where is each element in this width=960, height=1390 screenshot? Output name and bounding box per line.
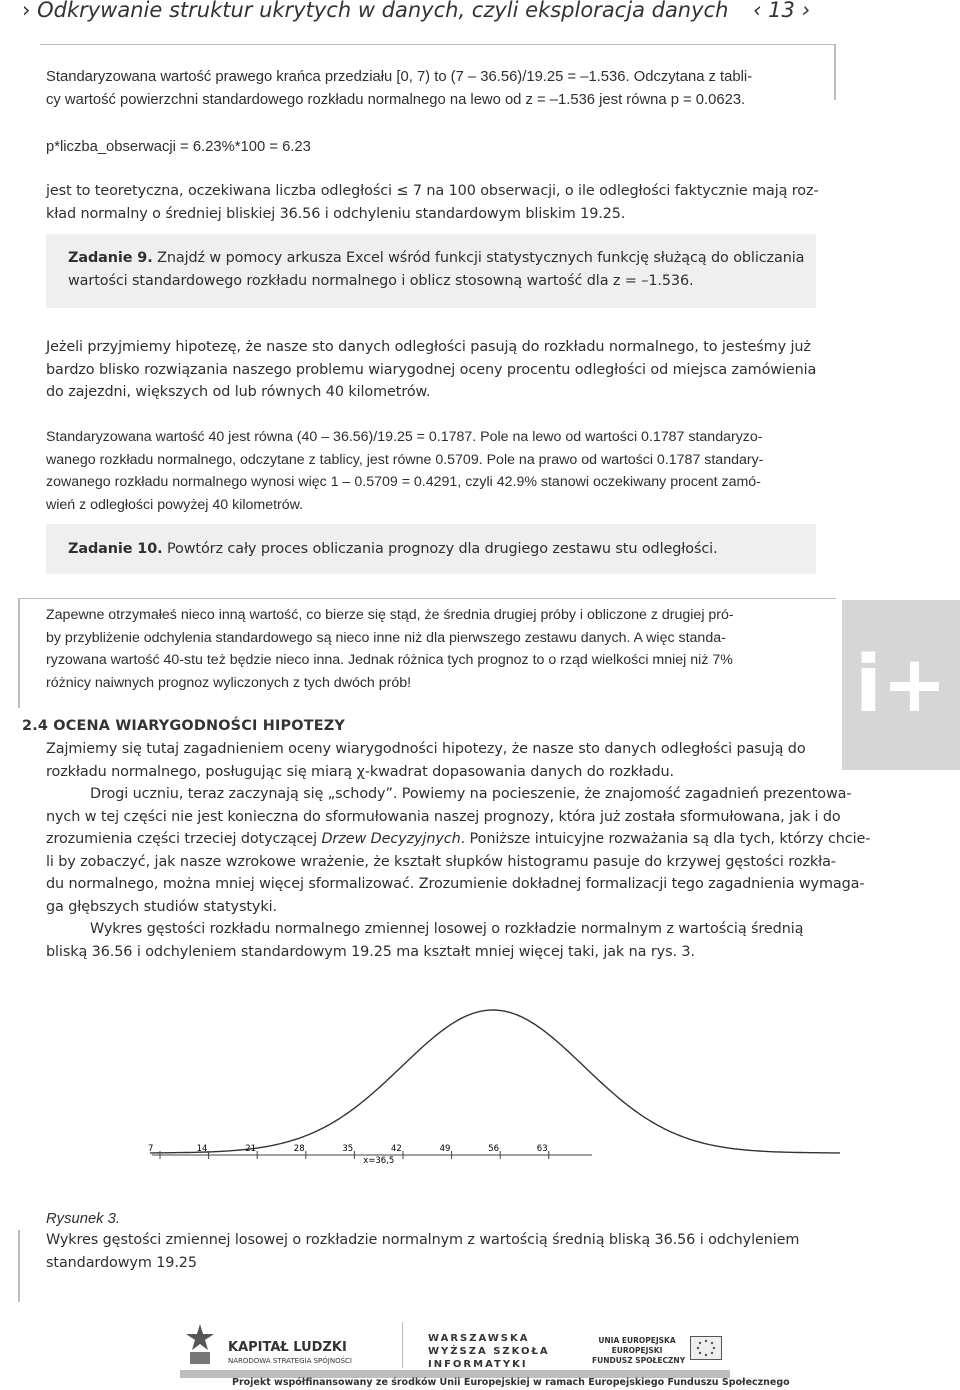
top-rule — [40, 44, 836, 45]
text-line: nych w tej części nie jest konieczna do sformułowania naszej prognozy, która już została sformułowana, jak i do — [46, 808, 841, 825]
text-fragment: . Poniższe intuicyjne rozważania są dla tych, którzy chcie- — [460, 831, 871, 847]
extension-badge: i+ — [842, 600, 960, 770]
logo-line: FUNDUSZ SPOŁECZNY — [592, 1356, 686, 1365]
density-curve — [150, 1010, 840, 1153]
x-tick-label: 42 — [391, 1144, 402, 1154]
x-tick-label: 14 — [196, 1144, 208, 1154]
section-paragraph-3 — [46, 918, 836, 963]
text-line: Wykres gęstości rozkładu normalnego zmiennej losowej o rozkładzie normalnym z wartością średnią — [90, 921, 804, 937]
text-line: bliską 36.56 i odchyleniem standardowym 19.25 ma kształt mniej więcej taki, jak na rys. 3. — [46, 943, 695, 960]
task-9-box — [46, 234, 816, 308]
figure-caption — [46, 1229, 836, 1274]
text-line: do zajezdni, większych od lub równych 40 kilometrów. — [46, 384, 431, 400]
x-tick-label: 7 — [148, 1144, 154, 1154]
text-line: cy wartość powierzchni standardowego rozkładu normalnego na lewo od z = –1.536 jest równa p = 0.0623. — [46, 91, 746, 108]
emphasis-decision-trees: Drzew Decyzyjnych — [321, 831, 461, 847]
mid-rule — [18, 598, 836, 599]
text-line: kład normalny o średniej bliskiej 36.56 i odchyleniu standardowym bliskim 19.25. — [46, 205, 626, 222]
text-line: wień z odległości powyżej 40 kilometrów. — [46, 496, 304, 513]
text-line: wanego rozkładu normalnego, odczytane z tablicy, jest równe 0.5709. Pole na prawo od wartości 0.1787 standary- — [46, 451, 764, 468]
figure-label: Rysunek 3. — [46, 1211, 121, 1227]
x-tick-label: 21 — [245, 1144, 257, 1154]
task-10-text: Powtórz cały proces obliczania prognozy dla drugiego zestawu stu odległości. — [166, 541, 718, 557]
text-line: jest to teoretyczna, oczekiwana liczba odległości ≤ 7 na 100 obserwacji, o ile odległości faktycznie mają roz- — [46, 183, 819, 199]
text-line: bardzo blisko rozwiązania naszego problemu wiarygodnej oceny procentu odległości od miejsca zamówienia — [46, 361, 817, 378]
logo-line: UNIA EUROPEJSKA — [598, 1336, 676, 1345]
logo-line: WARSZAWSKA — [428, 1333, 530, 1344]
paragraph-forty-km — [46, 426, 836, 516]
paragraph-second-sample — [46, 604, 836, 694]
logo-line: EUROPEJSKI — [611, 1346, 663, 1355]
eu-flag-icon — [690, 1336, 722, 1360]
x-tick-label: 56 — [488, 1144, 500, 1154]
formula-line: p*liczba_obserwacji = 6.23%*100 = 6.23 — [46, 139, 311, 155]
text-line: li by zobaczyć, jak nasze wzrokowe wrażenie, że kształt słupków histogramu pasuje do krzywej gęstości rozkła- — [46, 853, 836, 870]
text-line: Drogi uczniu, teraz zaczynają się „schody”. Powiemy na pocieszenie, że znajomość zagadnień prezentowa- — [90, 786, 852, 802]
left-rule-mid — [18, 598, 20, 708]
mean-label: x=36,5 — [363, 1156, 395, 1166]
page-number: ‹ 13 › — [753, 0, 810, 22]
left-rule-bottom — [18, 1230, 20, 1302]
footer-divider — [402, 1322, 403, 1368]
task-10-box — [46, 524, 816, 574]
normal-density-chart — [20, 990, 920, 1190]
logo-title: KAPITAŁ LUDZKI — [228, 1340, 347, 1355]
text-line: Standaryzowana wartość prawego krańca przedziału [0, 7) to (7 – 36.56)/19.25 = –1.536. Odczytana z tabli- — [46, 69, 753, 85]
text-line: Jeżeli przyjmiemy hipotezę, że nasze sto danych odległości pasują do rozkładu normalnego, to jesteśmy już — [46, 339, 811, 355]
logo-line: INFORMATYKI — [428, 1359, 528, 1370]
paragraph-standardized-value — [46, 66, 836, 111]
logo-kapital-ludzki — [228, 1340, 352, 1365]
task-9-line-1 — [68, 247, 813, 270]
running-title: Odkrywanie struktur ukrytych w danych, czyli eksploracja danych — [37, 0, 729, 22]
kapital-ludzki-icon — [184, 1322, 216, 1366]
text-line: ga głębszych studiów statystyki. — [46, 898, 277, 915]
text-line: Zajmiemy się tutaj zagadnieniem oceny wiarygodności hipotezy, że nasze sto danych odległości pasują do — [46, 741, 806, 757]
paragraph-hypothesis — [46, 336, 836, 404]
footer-caption: Projekt współfinansowany ze środków Unii Europejskiej w ramach Europejskiego Funduszu Społecznego — [232, 1377, 790, 1388]
x-tick-label: 49 — [439, 1144, 451, 1154]
text-line: zowanego rozkładu normalnego wynosi więc 1 – 0.5709 = 0.4291, czyli 42.9% stanowi oczekiwany procent zamó- — [46, 474, 761, 490]
task-9-label: Zadanie 9. — [68, 250, 153, 266]
eu-stars-emblem — [184, 1322, 216, 1366]
logo-wwsi — [428, 1332, 550, 1371]
text-line: rozkładu normalnego, posługując się miarą χ-kwadrat dopasowania danych do rozkładu. — [46, 763, 675, 780]
logo-line: WYŻSZA SZKOŁA — [428, 1346, 550, 1357]
logo-eu-fund — [592, 1336, 686, 1366]
section-paragraph-2 — [46, 783, 871, 918]
x-tick-label: 28 — [293, 1144, 305, 1154]
text-line: Standaryzowana wartość 40 jest równa (40 – 36.56)/19.25 = 0.1787. Pole na lewo od wartości 0.1787 standaryzo- — [46, 429, 763, 445]
task-9-text-1: Znajdź w pomocy arkusza Excel wśród funkcji statystycznych funkcję służącą do obliczania — [157, 250, 805, 266]
text-line: by przybliżenie odchylenia standardowego są nieco inne niż dla pierwszego zestawu danych. A więc standa- — [46, 629, 726, 646]
text-line: Wykres gęstości zmiennej losowej o rozkładzie normalnym z wartością średnią bliską 36.56 i odchyleniem — [46, 1232, 800, 1248]
text-line: ryzowana wartość 40-stu też będzie nieco inna. Jednak różnica tych prognoz to o rząd wielkości mniej niż 7% — [46, 652, 733, 668]
section-paragraph-1 — [46, 738, 836, 783]
text-fragment: zrozumienia części trzeciej dotyczącej — [46, 831, 322, 847]
logo-subtitle: NARODOWA STRATEGIA SPÓJNOŚCI — [228, 1357, 352, 1365]
task-10-label: Zadanie 10. — [68, 541, 163, 557]
running-header — [22, 0, 822, 28]
text-line: du normalnego, można mniej więcej sformalizować. Zrozumienie dokładnej formalizacji tego zagadnienia wymaga- — [46, 876, 865, 892]
text-line: Zapewne otrzymałeś nieco inną wartość, co bierze się stąd, że średnia drugiej próby i obliczone z drugiej pró- — [46, 607, 734, 623]
chevron-right-icon: › — [22, 0, 31, 22]
x-tick-label: 35 — [342, 1144, 354, 1154]
text-line: standardowym 19.25 — [46, 1254, 197, 1271]
paragraph-expected-count — [46, 180, 836, 225]
x-tick-label: 63 — [536, 1144, 548, 1154]
task-9-text-2: wartości standardowego rozkładu normalnego i oblicz stosowną wartość dla z = –1.536. — [68, 272, 694, 289]
section-heading: 2.4 OCENA WIARYGODNOŚCI HIPOTEZY — [22, 718, 346, 734]
text-line — [46, 828, 871, 851]
text-line: różnicy naiwnych prognoz wyliczonych z tych dwóch prób! — [46, 674, 412, 691]
